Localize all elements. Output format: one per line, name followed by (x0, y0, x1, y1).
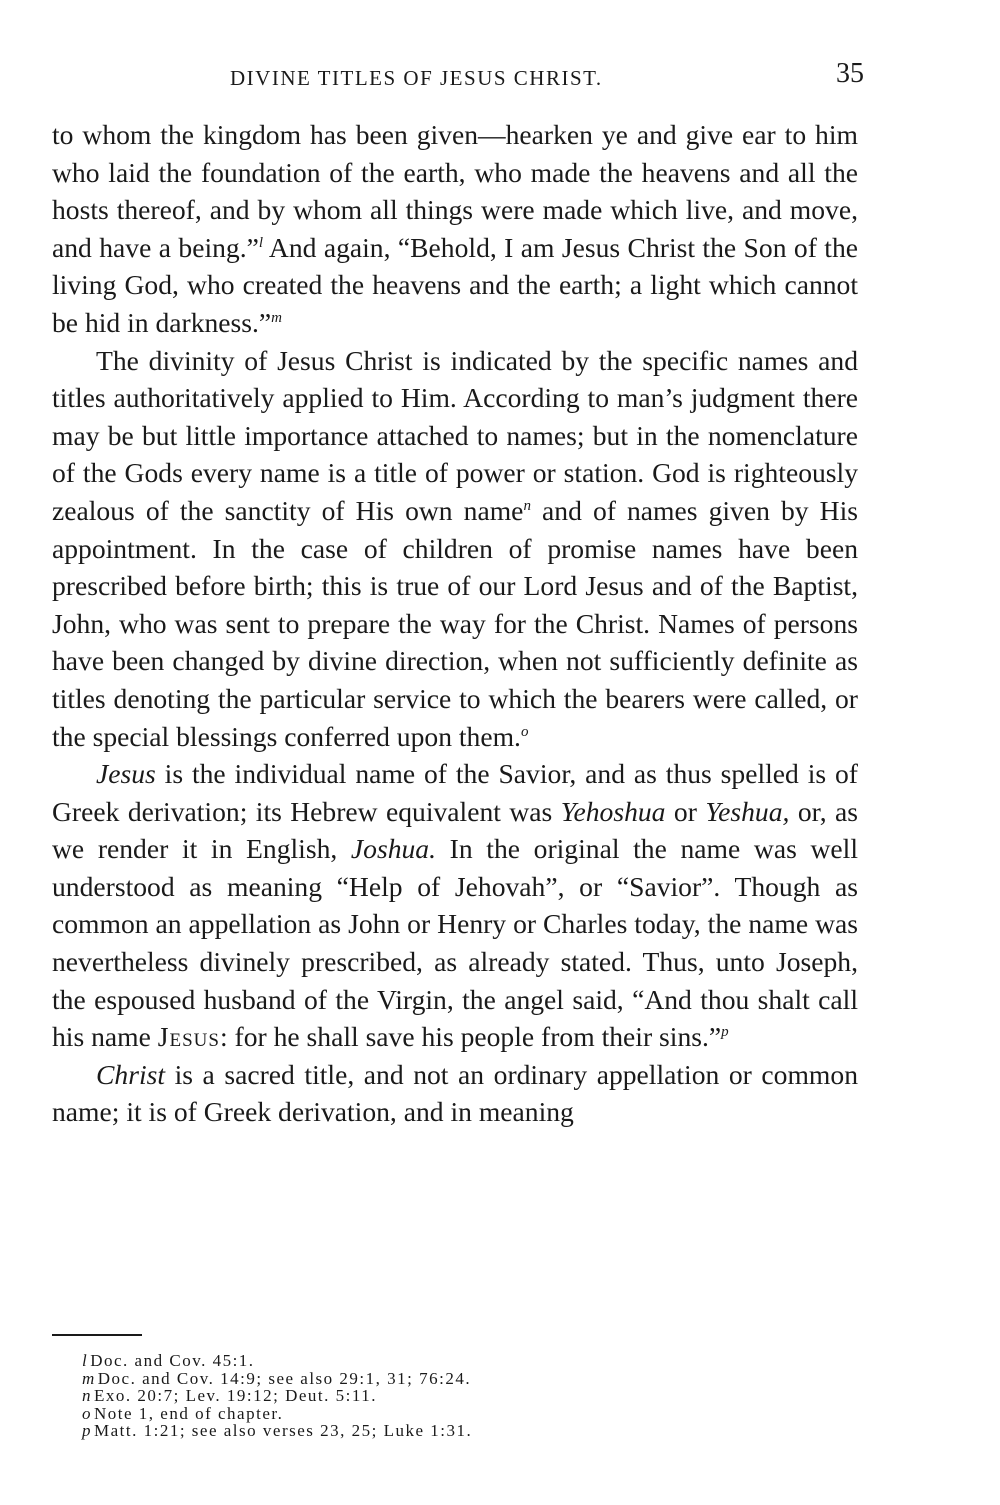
footnote-mark: o (82, 1403, 92, 1423)
body-text (52, 116, 858, 1131)
footnote-ref-l: l (258, 234, 264, 251)
footnote-ref-p: p (721, 1024, 729, 1041)
page-header (52, 58, 864, 98)
footnotes (82, 1352, 782, 1440)
footnote-mark: m (82, 1368, 96, 1388)
term-christ: Christ (96, 1058, 166, 1090)
footnote: l Doc. and Cov. 45:1. (82, 1351, 255, 1370)
footnote-mark: l (82, 1351, 89, 1370)
paragraph-1: to whom the kingdom has been given—hearken ye and give ear to him who laid the foundation of the earth, who made the heavens and all the hosts thereof, and by whom all things were made which live, and move, and have a being.”$^l$ And again, “Behold, I am Jesus Christ the Son of the living God, who created the heavens and the earth; a light which cannot be hid in darkness.”$^m$ (52, 119, 858, 338)
paragraph-2: The divinity of Jesus Christ is indicated by the specific names and titles authoritatively applied to Him. According to man’s judgment there may be but little importance attached to names; but in the nomenclature of the Gods every name is a title of power or station. God is righteously zealous of the sanctity of His own name$^n$ and of names given by His appointment. In the case of children of promise names have been prescribed before birth; this is true of our Lord Jesus and of the Baptist, John, who was sent to prepare the way for the Christ. Names of persons have been changed by divine direction, when not sufficiently definite as titles denoting the particular service to which the bearers were called, or the special blessings conferred upon them.$^o$ (52, 344, 858, 752)
footnote-mark: p (82, 1421, 92, 1440)
footnote-mark: n (82, 1386, 92, 1405)
paragraph-4: Christ is a sacred title, and not an ordinary appellation or common name; it is of Greek derivation, and in meaning (52, 1058, 858, 1128)
name-jesus-small-caps: Jesus (157, 1021, 220, 1053)
running-title: DIVINE TITLES OF JESUS CHRIST. (230, 66, 603, 90)
footnote-ref-n: n (523, 497, 531, 514)
footnote-ref-o: o (520, 723, 529, 740)
paragraph-3: Jesus is the individual name of the Savior, and as thus spelled is of Greek derivation; its Hebrew equivalent was Yehoshua or Yeshua, or, as we render it in English, Joshua. In the original the name was well understood as meaning “Help of Jehovah”, or “Savior”. Though as common an appellation as John or Henry or Charles today, the name was nevertheless divinely prescribed, as already stated. Thus, unto Joseph, the espoused husband of the Virgin, the angel said, “And thou shalt call his name Jesus: for he shall save his people from their sins.”$^p$ (52, 758, 858, 1053)
footnote: m Doc. and Cov. 14:9; see also 29:1, 31; 76:24. (82, 1368, 472, 1388)
footnote-ref-m: m (271, 309, 283, 326)
footnote: p Matt. 1:21; see also verses 23, 25; Luke 1:31. (82, 1421, 473, 1440)
term-yehoshua: Yehoshua (560, 795, 666, 827)
page-number: 35 (836, 58, 864, 89)
footnote: o Note 1, end of chapter. (82, 1403, 284, 1423)
footnote: n Exo. 20:7; Lev. 19:12; Deut. 5:11. (82, 1386, 377, 1405)
term-jesus: Jesus (96, 758, 156, 790)
footnote-divider (52, 1334, 142, 1336)
term-yeshua: Yeshua, (705, 795, 790, 827)
term-joshua: Joshua. (350, 833, 436, 865)
